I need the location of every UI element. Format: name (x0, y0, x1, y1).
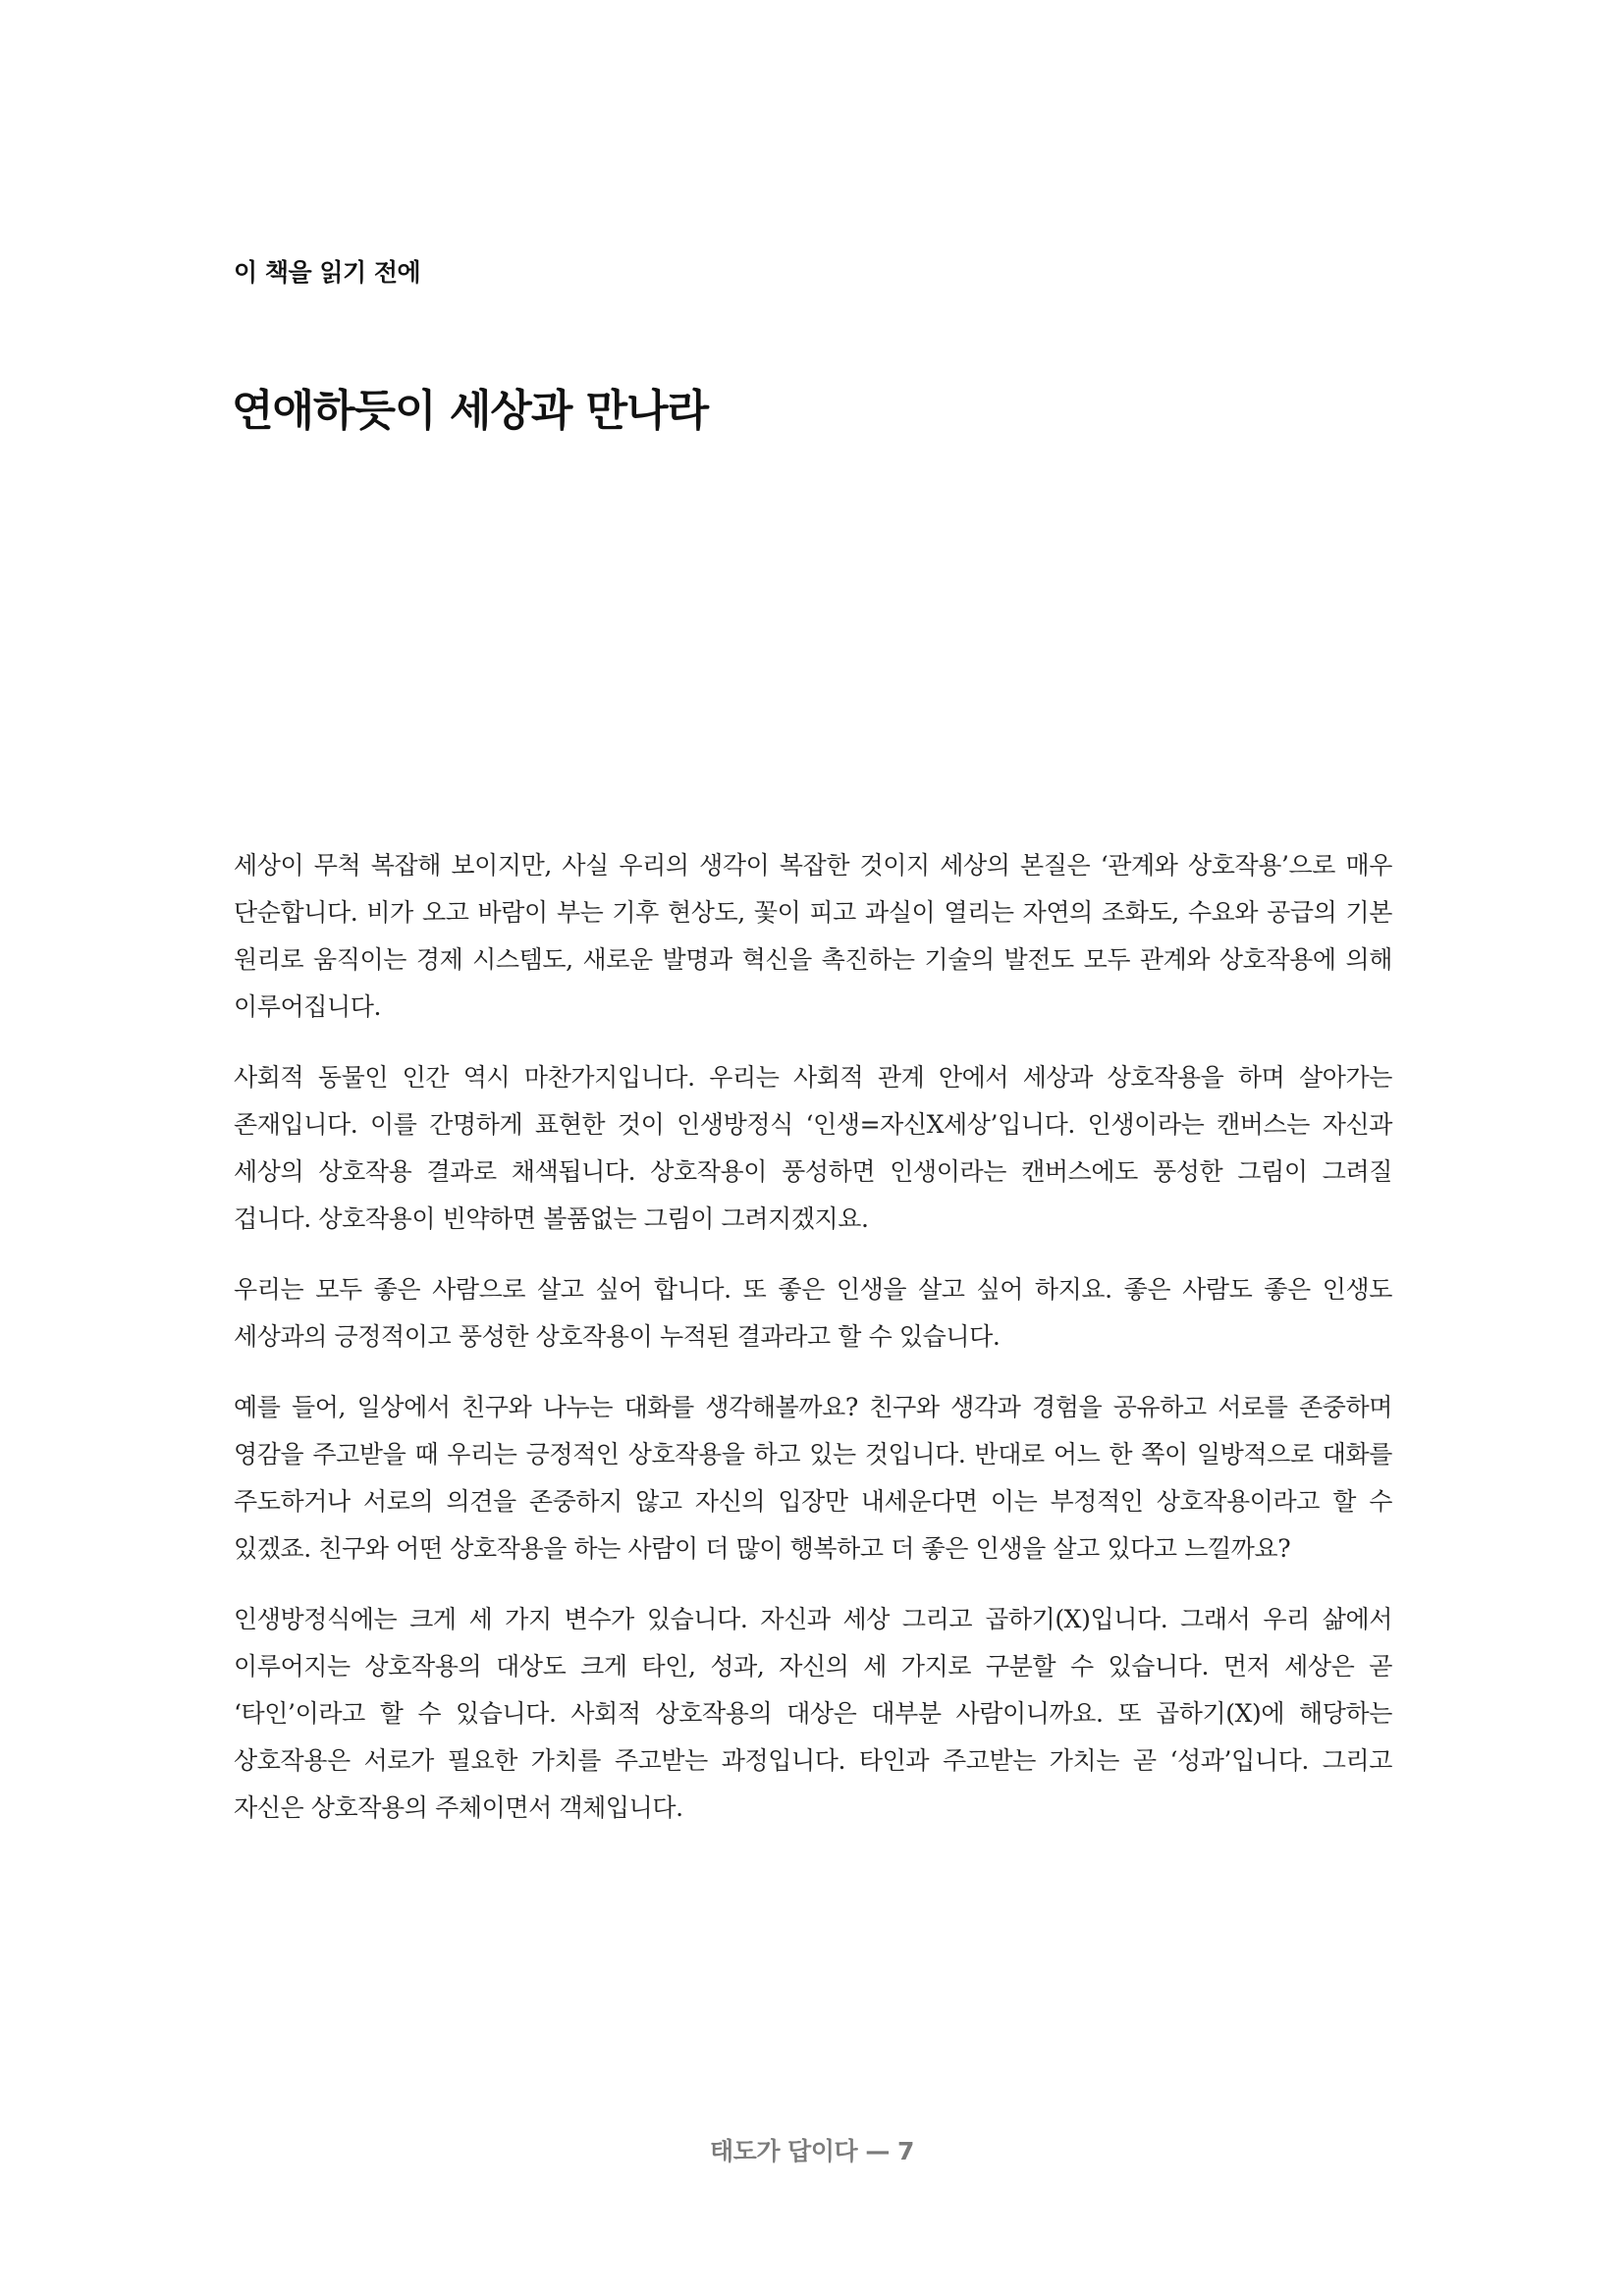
section-label: 이 책을 읽기 전에 (234, 258, 421, 287)
body-text (234, 842, 1392, 1855)
page-footer: 태도가 답이다 — 7 (710, 2137, 914, 2165)
paragraph: 세상이 무척 복잡해 보이지만, 사실 우리의 생각이 복잡한 것이지 세상의 본질은 ‘관계와 상호작용’으로 매우 단순합니다. 비가 오고 바람이 부는 기후 현상도, 꽃이 피고 과실이 열리는 자연의 조화도, 수요와 공급의 기본 원리로 움직이는 경제 시스템도, 새로운 발명과 혁신을 촉진하는 기술의 발전도 모두 관계와 상호작용에 의해 이루어집니다. (234, 851, 1392, 1021)
paragraph: 사회적 동물인 인간 역시 마찬가지입니다. 우리는 사회적 관계 안에서 세상과 상호작용을 하며 살아가는 존재입니다. 이를 간명하게 표현한 것이 인생방정식 ‘인생=자신X세상’입니다. 인생이라는 캔버스는 자신과 세상의 상호작용 결과로 채색됩니다. 상호작용이 풍성하면 인생이라는 캔버스에도 풍성한 그림이 그려질 겁니다. 상호작용이 빈약하면 볼품없는 그림이 그려지겠지요. (234, 1063, 1392, 1233)
paragraph: 우리는 모두 좋은 사람으로 살고 싶어 합니다. 또 좋은 인생을 살고 싶어 하지요. 좋은 사람도 좋은 인생도 세상과의 긍정적이고 풍성한 상호작용이 누적된 결과라고 할 수 있습니다. (234, 1275, 1392, 1351)
paragraph: 예를 들어, 일상에서 친구와 나누는 대화를 생각해볼까요? 친구와 생각과 경험을 공유하고 서로를 존중하며 영감을 주고받을 때 우리는 긍정적인 상호작용을 하고 있는 것입니다. 반대로 어느 한 쪽이 일방적으로 대화를 주도하거나 서로의 의견을 존중하지 않고 자신의 입장만 내세운다면 이는 부정적인 상호작용이라고 할 수 있겠죠. 친구와 어떤 상호작용을 하는 사람이 더 많이 행복하고 더 좋은 인생을 살고 있다고 느낄까요? (234, 1393, 1392, 1563)
paragraph: 인생방정식에는 크게 세 가지 변수가 있습니다. 자신과 세상 그리고 곱하기(X)입니다. 그래서 우리 삶에서 이루어지는 상호작용의 대상도 크게 타인, 성과, 자신의 세 가지로 구분할 수 있습니다. 먼저 세상은 곧 ‘타인’이라고 할 수 있습니다. 사회적 상호작용의 대상은 대부분 사람이니까요. 또 곱하기(X)에 해당하는 상호작용은 서로가 필요한 가치를 주고받는 과정입니다. 타인과 주고받는 가치는 곧 ‘성과’입니다. 그리고 자신은 상호작용의 주체이면서 객체입니다. (234, 1605, 1392, 1822)
chapter-title: 연애하듯이 세상과 만나라 (232, 386, 709, 436)
